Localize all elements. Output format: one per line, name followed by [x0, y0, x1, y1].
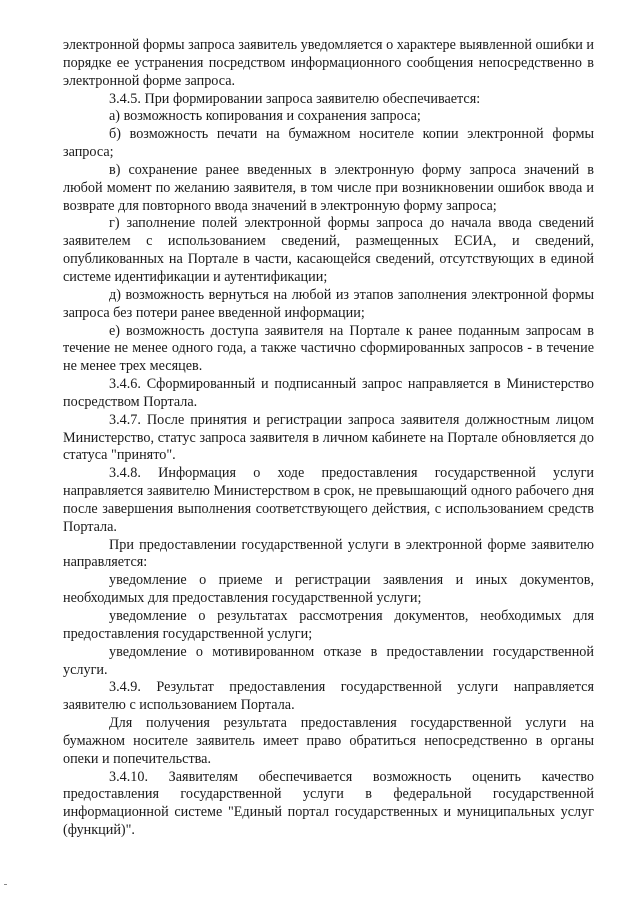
paragraph-paper-result: Для получения результата предоставления государственной услуги на бумажном носителе заявитель имеет право обратиться непосредственно в органы опеки и попечительства.: [63, 715, 594, 767]
paragraph-3-4-7: 3.4.7. После принятия и регистрации запроса заявителя должностным лицом Министерство, статус запроса заявителя в личном кабинете на Портале обновляется до статуса "принято".: [63, 411, 594, 464]
scan-artifact: [4, 884, 7, 885]
notification-results: уведомление о результатах рассмотрения документов, необходимых для предоставления государственной услуги;: [63, 608, 594, 642]
paragraph-continuation: электронной формы запроса заявитель уведомляется о характере выявленной ошибки и порядке ее устранения посредством информационного сообщения непосредственно в электронной форме запроса.: [63, 37, 594, 89]
notification-refusal: уведомление о мотивированном отказе в предоставлении государственной услуги.: [63, 643, 594, 678]
document-page: [63, 37, 594, 840]
list-item-a: а) возможность копирования и сохранения запроса;: [109, 108, 421, 125]
paragraph-electronic-form-intro: При предоставлении государственной услуги в электронной форме заявителю направляется:: [63, 536, 594, 571]
list-item-e: е) возможность доступа заявителя на Портале к ранее поданным запросам в течение не менее одного года, а также частично сформированных запросов - в течение не менее трех месяцев.: [63, 322, 594, 375]
notification-receipt: уведомление о приеме и регистрации заявления и иных документов, необходимых для предоставления государственной услуги;: [63, 572, 594, 607]
list-item-g: г) заполнение полей электронной формы запроса до начала ввода сведений заявителем с использованием сведений, размещенных ЕСИА, и сведений, опубликованных на Портале в части, касающейся сведений, отсутствующих в единой системе идентификации и аутентификации;: [63, 215, 594, 285]
list-item-v: в) сохранение ранее введенных в электронную форму запроса значений в любой момент по желанию заявителя, в том числе при возникновении ошибок ввода и возврате для повторного ввода значений в электронную форму запроса;: [63, 161, 594, 214]
paragraph-3-4-5: 3.4.5. При формировании запроса заявителю обеспечивается:: [109, 90, 481, 107]
paragraph-3-4-10: 3.4.10. Заявителям обеспечивается возможность оценить качество предоставления государственной услуги в федеральной государственной информационной системе "Единый портал государственных и муниципальных услуг (функций)".: [63, 768, 594, 839]
paragraph-3-4-8: 3.4.8. Информация о ходе предоставления государственной услуги направляется заявителю Министерством в срок, не превышающий одного рабочего дня после завершения выполнения соответствующего действия, с использованием средств Портала.: [63, 465, 594, 535]
paragraph-3-4-6: 3.4.6. Сформированный и подписанный запрос направляется в Министерство посредством Портала.: [63, 376, 594, 410]
list-item-b: б) возможность печати на бумажном носителе копии электронной формы запроса;: [63, 126, 594, 161]
list-item-d: д) возможность вернуться на любой из этапов заполнения электронной формы запроса без потери ранее введенной информации;: [63, 286, 594, 321]
paragraph-3-4-9: 3.4.9. Результат предоставления государственной услуги направляется заявителю с использованием Портала.: [63, 679, 594, 714]
